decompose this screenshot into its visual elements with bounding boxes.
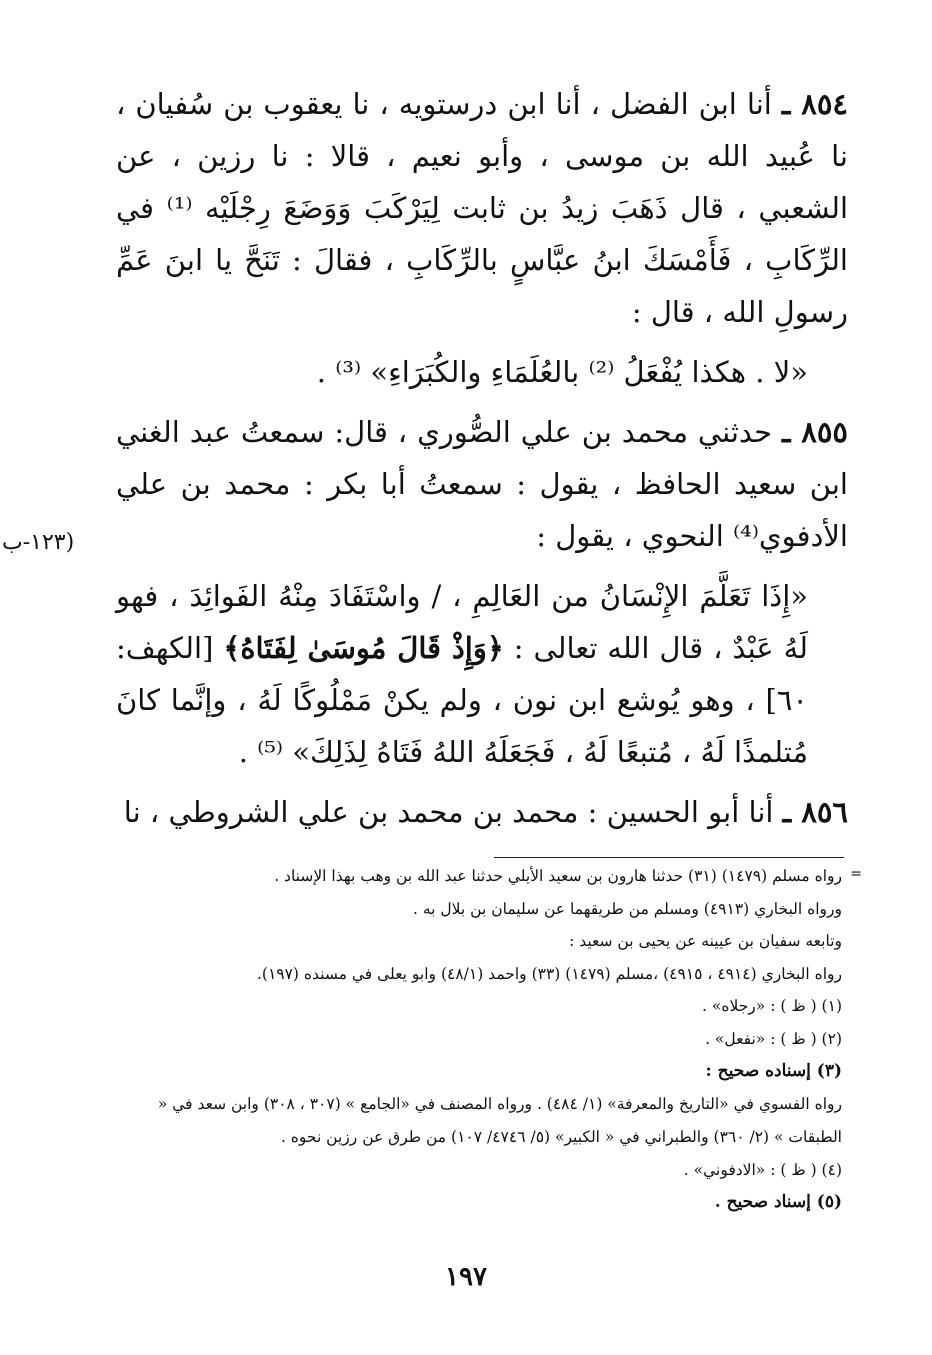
quote-854: «لا . هكذا يُفْعَلُ ⁽²⁾ بالعُلَمَاءِ والكُبَرَاءِ» ⁽³⁾ .: [316, 355, 808, 389]
manuscript-folio-marker: (١٢٣-ب: [2, 530, 75, 555]
hadith-number-855: ٨٥٥ ـ: [781, 415, 849, 449]
paragraph-855-quote: [116, 570, 848, 778]
paragraph-854: [116, 78, 848, 338]
hadith-number-854: ٨٥٤ ـ: [781, 87, 849, 121]
paragraph-855: [116, 406, 848, 562]
main-text: [116, 78, 848, 846]
page-number: ١٩٧: [445, 1262, 487, 1292]
footnote-2: (٢) ( ظ ) : «نفعل» .: [705, 1029, 842, 1048]
hadith-number-856: ٨٥٦ ـ: [782, 795, 848, 829]
footnote-1: (١) ( ظ ) : «رجلاه» .: [702, 997, 842, 1015]
footnote-line: ورواه البخاري (٤٩١٣) ومسلم من طريقهما عن سليمان بن بلال به .: [413, 899, 842, 918]
footnote-4: (٤) ( ظ ) : «الادفوني» .: [683, 1160, 842, 1179]
footnote-3: (٣) إسناده صحيح :: [705, 1061, 842, 1081]
paragraph-854-quote: [116, 346, 848, 398]
footnote-line: وتابعه سفيان بن عيينه عن يحيى بن سعيد :: [569, 932, 842, 950]
quote-855-start: «إِذَا تَعَلَّمَ الإِنْسَانُ من العَالِمِ ، / واسْتَفَادَ مِنْهُ الفَوائِدَ ، فهو لَهُ عَبْدٌ ، قال الله تعالى :: [116, 579, 808, 665]
paragraph-855-text: حدثني محمد بن علي الصُّوري ، قال: سمعتُ عبد الغني ابن سعيد الحافظ ، يقول : سمعتُ أبا بكر : محمد بن علي الأدفوي⁽⁴⁾ النحوي ، يقول :: [116, 415, 848, 553]
continuation-mark: =: [850, 866, 862, 882]
footnote-separator: [494, 857, 844, 858]
paragraph-854-text: أنا ابن الفضل ، أنا ابن درستويه ، نا يعقوب بن سُفيان ، نا عُبيد الله بن موسى ، وأبو نعيم ، قالا : نا رزين ، عن الشعبي ، قال ذَهَبَ زيدُ بن ثابت لِيَرْكَبَ وَوَضَعَ رِجْلَيْه ⁽¹⁾ في الرِّكَابِ ، فَأَمْسَكَ ابنُ عبَّاسٍ بالرِّكَابِ ، فقالَ : تَنَحَّ يا ابنَ عَمِّ رسولِ الله ، قال :: [116, 87, 849, 329]
footnotes: [107, 860, 842, 1219]
footnote-3-detail: رواه الفسوي في «التاريخ والمعرفة» (١/ ٤٨٤) . ورواه المصنف في «الجامع » (٣٠٧ ، ٣٠٨) وابن سعد في « الطبقات » (٢/ ٣٦٠) والطبراني في « الكبير» (٥/ ٤٧٤٦/ ١٠٧) من طرق عن رزين نحوه .: [157, 1094, 842, 1146]
paragraph-856: [116, 786, 848, 838]
footnote-line: رواه مسلم (١٤٧٩) (٣١) حدثنا هارون بن سعيد الأيلي حدثنا عبد الله بن وهب بهذا الإسناد .: [274, 867, 842, 885]
quran-verse: ﴿وَإِذْ قَالَ مُوسَىٰ لِفَتَاهُ﴾: [223, 631, 504, 665]
quote-855-end: ، وهو يُوشع ابن نون ، ولم يكنْ مَمْلُوكًا لَهُ ، وإنَّما كانَ مُتلمذًا لَهُ ، مُتبعًا لَهُ ، فَجَعَلَهُ اللهُ فَتَاهُ لِذَلِكَ» ⁽⁵⁾ .: [116, 683, 808, 769]
quran-reference: [الكهف: ٦٠]: [116, 631, 808, 717]
footnote-line: رواه البخاري (٤٩١٤ ، ٤٩١٥) ،مسلم (١٤٧٩) (٣٣) واحمد (٤٨/١) وابو يعلى في مسنده (١٩٧).: [256, 964, 842, 983]
footnote-5: (٥) إسناد صحيح .: [714, 1192, 842, 1212]
paragraph-856-text: أنا أبو الحسين : محمد بن محمد بن علي الشروطي ، نا: [123, 795, 774, 829]
